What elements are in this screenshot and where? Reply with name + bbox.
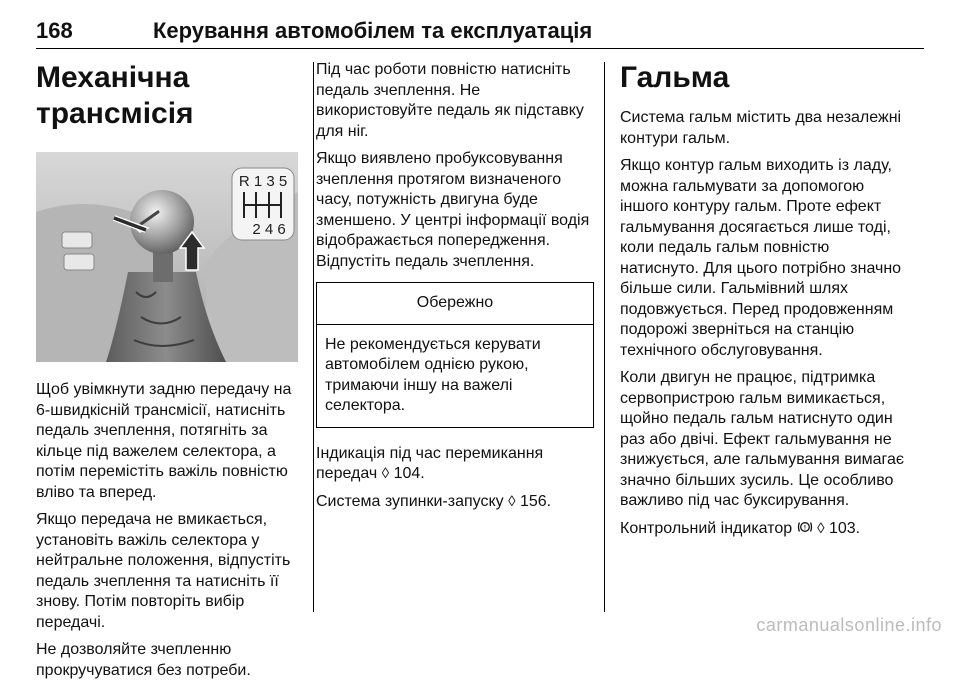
shift-pattern-top-label: R 1 3 5 bbox=[238, 173, 288, 190]
shift-pattern-bottom-label: 2 4 6 bbox=[252, 221, 286, 238]
column-clutch bbox=[314, 60, 593, 519]
reference-page: 103. bbox=[828, 519, 861, 537]
paragraph: Не дозволяйте зчепленню прокручуватися без потреби. bbox=[36, 641, 251, 679]
column-brakes bbox=[604, 60, 910, 546]
brake-indicator-icon bbox=[797, 520, 813, 534]
gear-shift-illustration bbox=[36, 152, 298, 362]
paragraph: Щоб увімкнути задню передачу на 6-швидкісній трансмісії, натисніть педаль зчеплення, потягніть за кільце під важелем селектора, а потім перемістіть важіль повністю вліво та вперед. bbox=[36, 381, 292, 501]
warning-title: Обережно bbox=[317, 283, 593, 325]
paragraph: Коли двигун не працює, підтримка сервопристрою гальм вимикається, щойно педаль гальм натиснуто один раз або двічі. Ефект гальмування не знижується, але гальмування вимагає значно більших зусиль. Це особливо важливо під час буксирування. bbox=[620, 369, 905, 509]
reference-page: 104. bbox=[393, 465, 425, 482]
gear-shift-image bbox=[36, 152, 298, 362]
cross-reference-stop-start[interactable] bbox=[316, 492, 593, 513]
paragraph: Якщо виявлено пробуксовування зчеплення протягом визначеного часу, потужність двигуна буде зменшено. У центрі інформації водія відображається попередження. Відпустіть педаль зчеплення. bbox=[316, 150, 590, 270]
reference-text: Індикація під час перемикання передач bbox=[316, 444, 544, 482]
reference-arrow-icon: ◊ bbox=[381, 465, 390, 482]
section-heading-brakes: Гальма bbox=[620, 61, 730, 94]
paragraph: Якщо передача не вмикається, установіть важіль селектора у нейтральне положення, відпустіть педаль зчеплення та натисніть її знову. Потім повторіть вибір передачі. bbox=[36, 511, 291, 631]
warning-box bbox=[316, 282, 594, 428]
reference-text: Контрольний індикатор bbox=[620, 519, 793, 537]
paragraph: Під час роботи повністю натисніть педаль зчеплення. Не використовуйте педаль як підставку для ніг. bbox=[316, 61, 584, 140]
paragraph: Якщо контур гальм виходить із ладу, можна гальмувати за допомогою іншого контуру гальм. Проте ефект гальмування досягається лише тоді, коли педаль гальм повністю натиснуто. Для цього потрібно значно більше сили. Гальмівний шлях подовжується. Перед продовженням подорожі зверніться на станцію технічного обслуговування. bbox=[620, 157, 902, 359]
header-divider bbox=[36, 48, 924, 49]
reference-text: Система зупинки-запуску bbox=[316, 492, 504, 510]
reference-arrow-icon: ◊ bbox=[508, 492, 516, 510]
column-manual-transmission bbox=[36, 60, 302, 688]
watermark: carmanualsonline.info bbox=[756, 615, 942, 635]
reference-arrow-icon: ◊ bbox=[817, 519, 825, 537]
section-heading-manual-transmission: Механічна трансмісія bbox=[36, 61, 194, 130]
page-number: 168 bbox=[36, 18, 73, 43]
paragraph: Система гальм містить два незалежні контури гальм. bbox=[620, 109, 902, 147]
cross-reference-brake-indicator[interactable] bbox=[620, 519, 910, 540]
svg-text:!: ! bbox=[803, 524, 806, 532]
cross-reference-gear-indication[interactable] bbox=[316, 444, 593, 485]
page-header bbox=[36, 16, 924, 48]
reference-page: 156. bbox=[519, 492, 552, 510]
warning-text: Не рекомендується керувати автомобілем однією рукою, тримаючи іншу на важелі селектора. bbox=[325, 335, 541, 414]
chapter-title: Керування автомобілем та експлуатація bbox=[153, 18, 593, 43]
